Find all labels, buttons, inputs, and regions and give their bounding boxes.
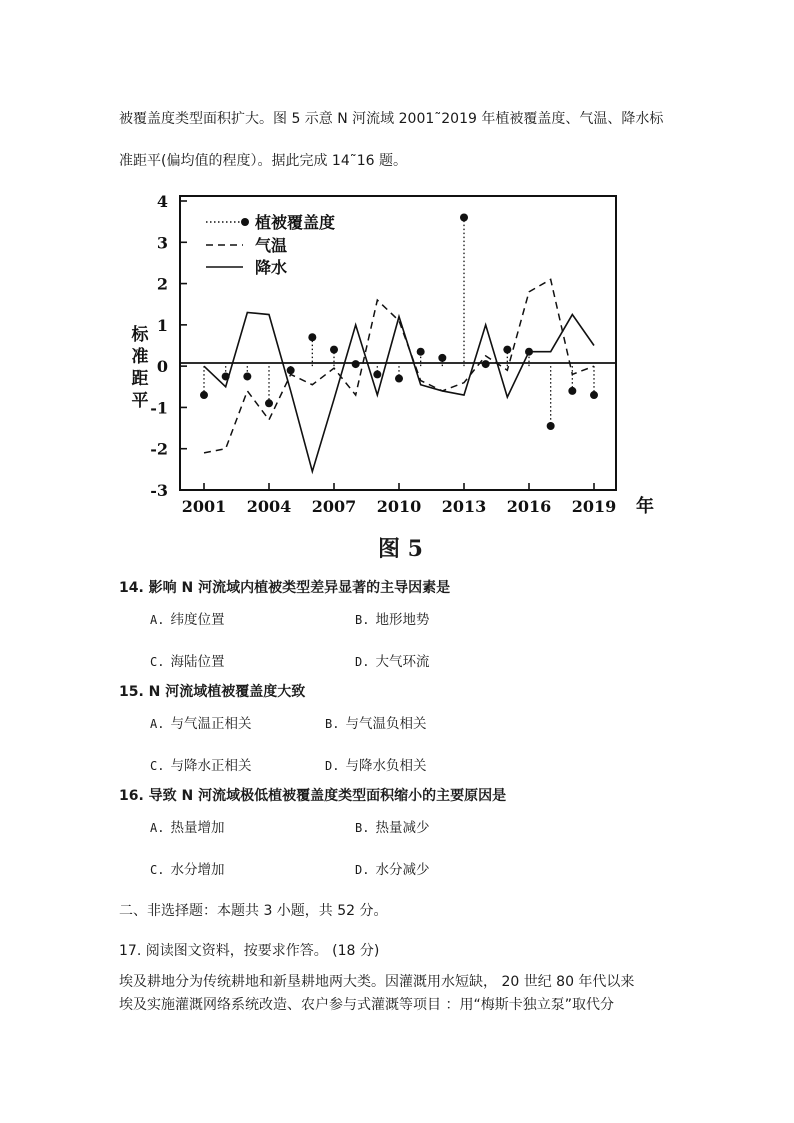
q15-option-a[interactable] <box>150 712 251 732</box>
y-axis-label-char: 距 <box>131 369 149 389</box>
option-text: 与气温负相关 <box>345 716 427 732</box>
option-text: 热量增加 <box>170 820 225 836</box>
option-text: 与降水正相关 <box>170 758 252 774</box>
legend-marker-vegetation <box>241 218 249 226</box>
vegetation-point <box>503 346 511 354</box>
vegetation-point <box>525 348 533 356</box>
intro-line-2: 准距平(偏均值的程度）。据此完成 14˜16 题。 <box>119 153 407 169</box>
vegetation-point <box>287 366 295 374</box>
question-15-stem: 15. N 河流域植被覆盖度大致 <box>119 684 306 700</box>
vegetation-point <box>222 372 230 380</box>
x-axis-ticks <box>182 483 617 516</box>
option-text: 水分增加 <box>170 862 225 878</box>
option-key: C. <box>150 863 165 877</box>
x-axis-unit: 年 <box>636 496 654 517</box>
vegetation-point <box>243 372 251 380</box>
x-tick-label: 2001 <box>181 497 227 516</box>
y-tick-label: -2 <box>150 439 168 459</box>
q15-option-c[interactable] <box>150 754 251 774</box>
question-17-stem: 17. 阅读图文资料，按要求作答。 (18 分) <box>119 943 380 959</box>
question-16-stem: 16. 导致 N 河流域极低植被覆盖度类型面积缩小的主要原因是 <box>119 788 507 804</box>
y-axis-label-char: 准 <box>131 347 149 367</box>
x-tick-label: 2004 <box>246 497 292 516</box>
option-key: D. <box>355 863 370 877</box>
vegetation-point <box>417 348 425 356</box>
option-key: C. <box>150 759 165 773</box>
option-key: C. <box>150 655 165 669</box>
option-key: D. <box>325 759 340 773</box>
figure-caption: 图 5 <box>378 536 423 562</box>
q15-option-d[interactable] <box>325 754 426 774</box>
x-tick-label: 2016 <box>506 497 552 516</box>
vegetation-point <box>265 399 273 407</box>
vegetation-point <box>200 391 208 399</box>
intro-line-1: 被覆盖度类型面积扩大。图 5 示意 N 河流域 2001˜2019 年植被覆盖度、气温、降水标 <box>119 111 664 127</box>
legend-label-temperature: 气温 <box>255 236 288 255</box>
q14-option-b[interactable] <box>355 608 429 628</box>
question-14-stem: 14. 影响 N 河流域内植被类型差异显著的主导因素是 <box>119 580 451 596</box>
option-text: 与降水负相关 <box>345 758 427 774</box>
q16-option-c[interactable] <box>150 858 224 878</box>
y-tick-label: 1 <box>156 315 168 335</box>
option-text: 海陆位置 <box>170 654 225 670</box>
legend-label-precipitation: 降水 <box>255 258 288 277</box>
figure-5-chart <box>0 0 794 525</box>
q14-option-a[interactable] <box>150 608 224 628</box>
y-tick-label: -1 <box>150 398 168 418</box>
y-axis-ticks <box>150 192 187 500</box>
passage-line-1: 埃及耕地分为传统耕地和新垦耕地两大类。因灌溉用水短缺， 20 世纪 80 年代以来 <box>119 974 635 990</box>
y-tick-label: 4 <box>156 192 168 211</box>
q16-option-a[interactable] <box>150 816 224 836</box>
vegetation-point <box>547 422 555 430</box>
legend-label-vegetation: 植被覆盖度 <box>255 213 336 232</box>
option-key: B. <box>355 613 370 627</box>
passage-line-2: 埃及实施灌溉网络系统改造、农户参与式灌溉等项目 ：用“梅斯卡独立泵”取代分 <box>119 997 614 1013</box>
option-key: A. <box>150 717 165 731</box>
y-tick-label: 0 <box>156 357 168 377</box>
option-text: 地形地势 <box>375 612 430 628</box>
vegetation-point <box>568 387 576 395</box>
vegetation-point <box>308 333 316 341</box>
option-text: 纬度位置 <box>170 612 225 628</box>
option-text: 大气环流 <box>375 654 430 670</box>
x-tick-label: 2010 <box>376 497 422 516</box>
q14-option-d[interactable] <box>355 650 429 670</box>
q16-option-b[interactable] <box>355 816 429 836</box>
option-key: B. <box>355 821 370 835</box>
vegetation-point <box>395 375 403 383</box>
option-text: 热量减少 <box>375 820 430 836</box>
q16-option-d[interactable] <box>355 858 429 878</box>
vegetation-point <box>482 360 490 368</box>
vegetation-point <box>352 360 360 368</box>
y-axis-label <box>131 324 150 411</box>
q15-option-b[interactable] <box>325 712 426 732</box>
x-tick-label: 2007 <box>311 497 357 516</box>
vegetation-point <box>330 346 338 354</box>
y-tick-label: -3 <box>150 481 168 500</box>
option-text: 与气温正相关 <box>170 716 252 732</box>
option-key: A. <box>150 821 165 835</box>
option-text: 水分减少 <box>375 862 430 878</box>
option-key: A. <box>150 613 165 627</box>
option-key: B. <box>325 717 340 731</box>
vegetation-point <box>373 370 381 378</box>
y-axis-label-char: 平 <box>131 391 149 411</box>
series-line-precipitation <box>204 312 594 471</box>
x-tick-label: 2019 <box>571 497 617 516</box>
x-tick-label: 2013 <box>441 497 487 516</box>
q14-option-c[interactable] <box>150 650 224 670</box>
plot-frame <box>180 196 616 490</box>
option-key: D. <box>355 655 370 669</box>
y-tick-label: 3 <box>156 233 168 253</box>
y-tick-label: 2 <box>156 274 168 294</box>
section-2-heading: 二、非选择题：本题共 3 小题，共 52 分。 <box>119 903 388 919</box>
vegetation-point <box>590 391 598 399</box>
vegetation-point <box>460 214 468 222</box>
vegetation-point <box>438 354 446 362</box>
y-axis-label-char: 标 <box>131 325 149 345</box>
legend <box>206 213 335 277</box>
